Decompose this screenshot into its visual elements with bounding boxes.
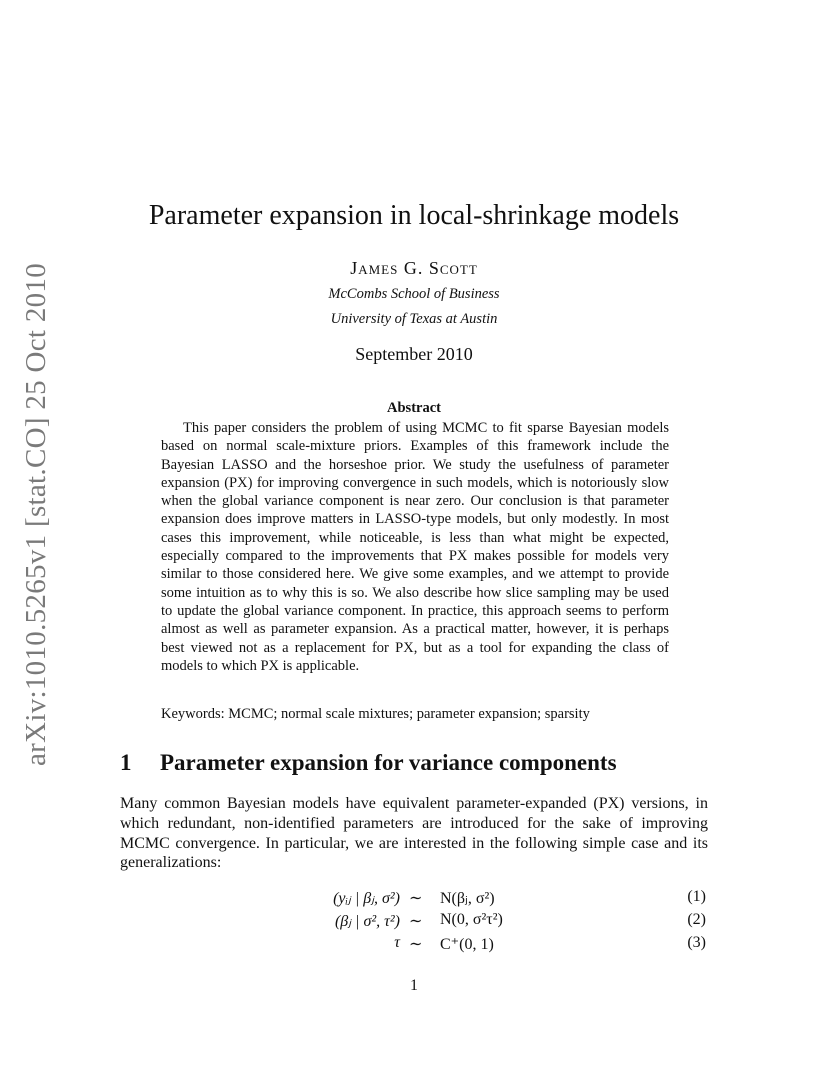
abstract-heading: Abstract	[387, 400, 441, 416]
equation-relation: ∼	[409, 913, 423, 930]
body-paragraph: Many common Bayesian models have equivalent parameter-expanded (PX) versions, in which redundant, non-identified parameters are introduced for the sake of improving MCMC convergence. In particular, we are interested in the following simple case and its generalizations:	[120, 795, 708, 872]
section-heading	[120, 750, 617, 776]
affiliation-line-1: McCombs School of Business	[328, 286, 500, 302]
equation-number: (2)	[687, 911, 706, 928]
equation-lhs: τ	[394, 934, 400, 951]
equation-1	[0, 888, 828, 910]
abstract-text: This paper considers the problem of using MCMC to fit sparse Bayesian models based on normal scale-mixture priors. Examples of this framework include the Bayesian LASSO and the horseshoe prior. We study the usefulness of parameter expansion (PX) for improving convergence in such models, which is notoriously slow when the global variance component is near zero. Our conclusion is that parameter expansion does improve matters in LASSO-type models, but only modestly. In most cases this improvement, while noticeable, is less than what might be expected, especially compared to the improvements that PX makes possible for models very similar to those considered here. We give some examples, and we attempt to provide some intuition as to why this is so. We also describe how slice sampling may be used to update the global variance component. In practice, this approach seems to perform almost as well as parameter expansion. As a practical matter, however, it is perhaps best viewed not as a replacement for PX, but as a tool for expanding the class of models to which PX is applicable.	[161, 420, 669, 674]
equation-rhs: N(βⱼ, σ²)	[440, 890, 495, 907]
equation-number: (1)	[687, 888, 706, 905]
keywords-line: Keywords: MCMC; normal scale mixtures; parameter expansion; sparsity	[161, 706, 590, 722]
equation-rhs: N(0, σ²τ²)	[440, 911, 503, 928]
page-number: 1	[410, 977, 418, 994]
author-name: James G. Scott	[350, 258, 478, 278]
equation-relation: ∼	[409, 936, 423, 953]
equation-2	[0, 911, 828, 933]
section-number: 1	[120, 750, 132, 775]
equation-3	[0, 934, 828, 956]
section-title: Parameter expansion for variance components	[160, 750, 617, 775]
equation-lhs: (yᵢⱼ | βⱼ, σ²)	[333, 890, 400, 907]
paper-title: Parameter expansion in local-shrinkage models	[148, 200, 680, 231]
affiliation-line-2: University of Texas at Austin	[330, 311, 498, 327]
equation-relation: ∼	[409, 890, 423, 907]
equation-lhs: (βⱼ | σ², τ²)	[334, 913, 400, 930]
arxiv-identifier-stamp: arXiv:1010.5265v1 [stat.CO] 25 Oct 2010	[20, 262, 52, 766]
paper-date: September 2010	[355, 344, 473, 364]
equation-number: (3)	[687, 934, 706, 951]
equation-rhs: C⁺(0, 1)	[440, 936, 494, 953]
